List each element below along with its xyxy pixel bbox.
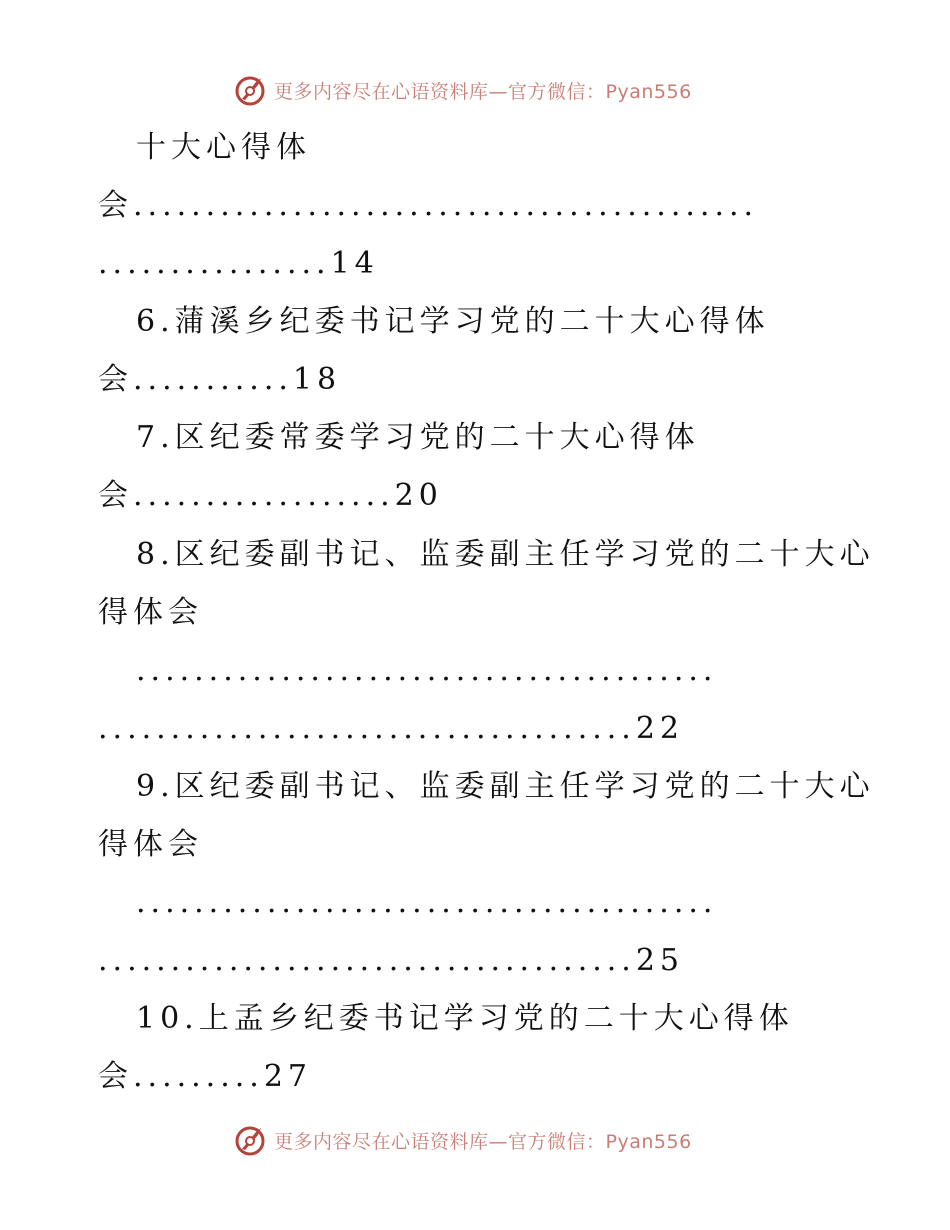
banner-text: 更多内容尽在心语资料库—官方微信：Pyan556 [274,1130,692,1153]
quill-pen-circle-icon [234,73,268,107]
banner-text: 更多内容尽在心语资料库—官方微信：Pyan556 [274,80,692,103]
quill-pen-circle-icon [234,1123,268,1157]
toc-line: 会.........27 [98,1059,312,1094]
toc-line: 8.区纪委副书记、监委副主任学习党的二十大心 [136,537,875,572]
toc-line: ........................................ [136,653,718,688]
toc-line: 7.区纪委常委学习党的二十大心得体 [136,420,700,455]
toc-line: ................14 [98,246,379,281]
toc-line: 得体会 [98,827,203,862]
header-banner [234,72,692,108]
toc-line: ........................................ [136,885,718,920]
toc-line: 10.上孟乡纪委书记学习党的二十大心得体 [136,1001,794,1036]
toc-line: 会..................20 [98,478,443,513]
toc-line: 会...........18 [98,362,342,397]
toc-line: 6.蒲溪乡纪委书记学习党的二十大心得体 [136,304,770,339]
footer-banner [234,1122,692,1158]
toc-line: 9.区纪委副书记、监委副主任学习党的二十大心 [136,769,875,804]
toc-line: .....................................22 [98,711,685,746]
toc-line: .....................................25 [98,943,685,978]
toc-line: 十大心得体 [136,130,311,165]
toc-line: 得体会 [98,595,203,630]
toc-line: 会........................................... [98,188,759,223]
